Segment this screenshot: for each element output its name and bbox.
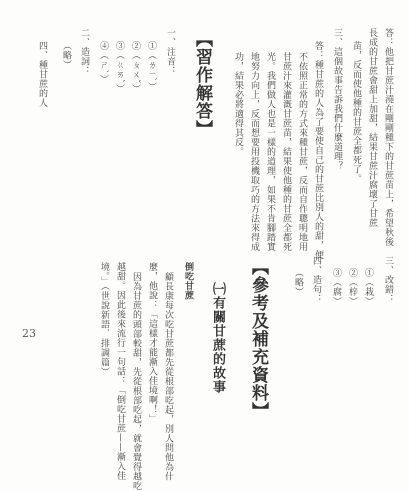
answer-line: 地努力向上，反而想要用投機取巧的方法來得成 xyxy=(249,52,259,252)
section-header: 四、造句： xyxy=(311,256,321,304)
section-header: 二、造詞： xyxy=(79,28,89,76)
phonetic-item: ④（ㄕˋ） xyxy=(98,41,108,84)
story-line: 境。」（世說新語．排調篇） xyxy=(99,262,109,377)
phonetic-item: ②（ㄆㄨˇ） xyxy=(130,41,140,94)
story-line: 麼，他說：「這樣才能漸入佳境啊！」 xyxy=(147,262,157,424)
answer-line: 答：他把甘蔗汁澆在剛剛種下的甘蔗苗上，希望秋後 xyxy=(383,28,393,247)
section-header: 一、注音： xyxy=(165,28,175,76)
exercise-title: 【習作解答】 xyxy=(192,30,212,138)
correction-item: ③（腐） xyxy=(331,268,341,306)
question-heading: 三、這個故事告訴我們什麼道理？ xyxy=(332,28,342,171)
answer-line: 苗，反而使他種的甘蔗全都死了。 xyxy=(351,41,361,184)
section-line: 四、種甘蔗的人 xyxy=(37,41,47,108)
answer-line: 功，結果必將適得其反。 xyxy=(233,52,243,157)
phonetic-item: ③（ㄍㄞˋ） xyxy=(114,41,124,94)
answer-line: 不依照正常的方式來種甘蔗，反而自作聰明地用 xyxy=(297,52,307,252)
correction-item: ①（栽） xyxy=(363,268,373,306)
reference-subtitle: ㈠有關甘蔗的故事 xyxy=(210,282,225,394)
section-header: 三、改錯： xyxy=(383,256,393,304)
phonetic-item: ①（ㄌㄧˋ） xyxy=(146,41,156,92)
story-line: 因為甘蔗的頭部較甜，先從根部吃起，就會覺得越吃 xyxy=(131,272,141,491)
answer-line: 答：種甘蔗的人為了要使自己的甘蔗比別人的甜，便 xyxy=(313,41,323,260)
story-line: 越甜。因此後來流行一句話：「倒吃甘蔗——漸入佳 xyxy=(115,262,125,481)
answer-line: 甘蔗汁來灌溉甘蔗苗，結果使他種的甘蔗全都死 xyxy=(281,52,291,252)
answer-line: 光。我們做人也是一樣的道理，如果不肯腳踏實 xyxy=(265,52,275,252)
answer-line: 長成的甘蔗會甜上加甜，結果甘蔗汁腐壞了甘蔗 xyxy=(367,28,377,228)
story-line: 顧長康每次吃甘蔗都先從根部吃起，別人問他為什 xyxy=(163,272,173,481)
omitted-note: （略） xyxy=(293,268,303,297)
omitted-note: （略） xyxy=(61,41,71,70)
reference-title: 【參考及補充資料】 xyxy=(248,258,268,420)
correction-item: ②（梓） xyxy=(347,268,357,306)
page-number: 23 xyxy=(22,327,36,340)
story-title: 倒吃甘蔗 xyxy=(183,262,193,300)
